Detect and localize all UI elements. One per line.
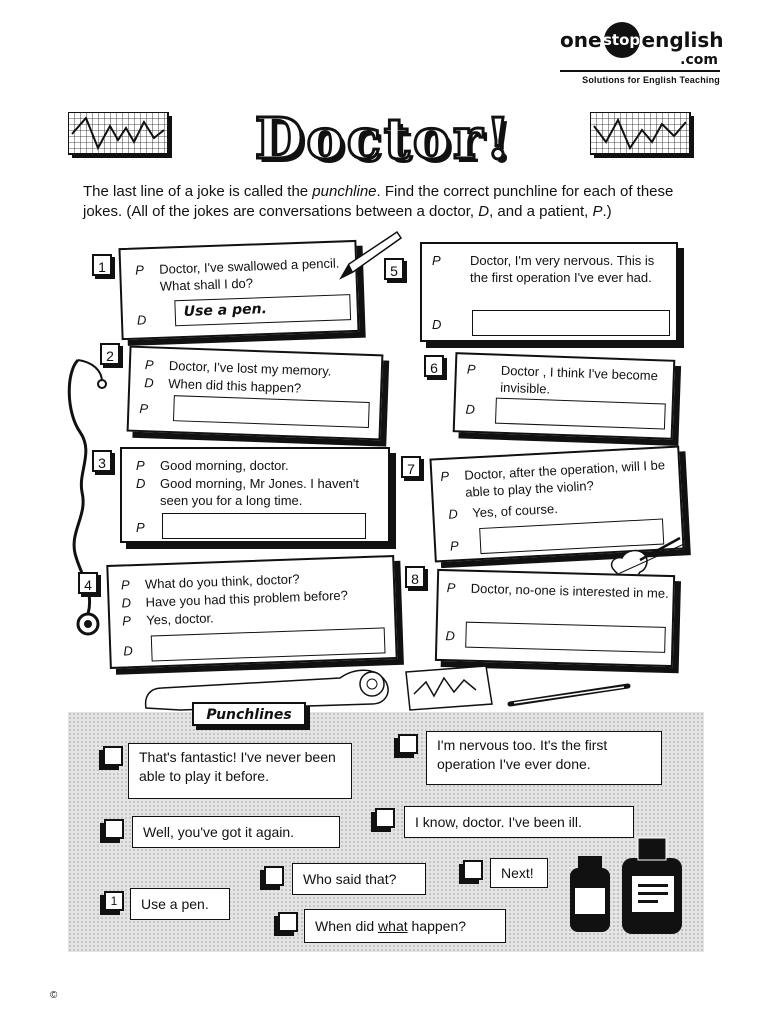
joke-8-line-1	[447, 579, 673, 602]
checkbox-when[interactable]	[278, 912, 298, 932]
instructions-text-2: . Find the correct punchline for each of these jokes. (All of the jokes are conversations between a doctor,	[83, 183, 674, 220]
joke-1-number: 1	[92, 254, 112, 276]
logo-english: english	[641, 28, 724, 52]
speaker-label: D	[144, 375, 154, 391]
checkbox-who[interactable]	[264, 866, 284, 886]
joke-line-text: Good morning, doctor.	[160, 458, 289, 473]
joke-1-card	[118, 240, 359, 340]
speaker-label: P	[466, 361, 476, 377]
instructions-term-punchline: punchline	[312, 183, 377, 200]
joke-line-text: When did this happen?	[168, 375, 302, 396]
speaker-label: P	[449, 538, 460, 554]
instructions-term-doctor: D	[478, 203, 490, 220]
punchline-who: Who said that?	[292, 863, 426, 895]
joke-line-text: Good morning, Mr Jones. I haven't seen you for a long time.	[160, 476, 360, 508]
joke-line-text: Doctor, I've lost my memory.	[168, 357, 332, 379]
joke-1-line-1	[135, 254, 346, 295]
speaker-label: P	[121, 613, 132, 629]
checkbox-nervous[interactable]	[398, 734, 418, 754]
speaker-label: P	[139, 400, 149, 417]
joke-2-number: 2	[100, 343, 120, 365]
checkbox-next[interactable]	[463, 860, 483, 880]
checkbox-pen[interactable]: 1	[104, 891, 124, 911]
joke-6-number: 6	[424, 355, 444, 377]
speaker-label: P	[446, 580, 456, 596]
instructions-text-4: .)	[602, 203, 612, 220]
joke-8-number: 8	[405, 566, 425, 588]
punchline-when	[304, 909, 506, 943]
speaker-label: P	[120, 577, 130, 593]
speaker-label: D	[445, 628, 456, 644]
thermometer-icon	[504, 680, 634, 710]
punchline-pen: Use a pen.	[130, 888, 230, 920]
joke-2-answer-row	[139, 400, 164, 418]
speaker-label: D	[432, 317, 442, 332]
speaker-label: P	[144, 357, 154, 373]
punchline-fantastic: That's fantastic! I've never been able to play it before.	[128, 743, 352, 799]
punchline-nervous: I'm nervous too. It's the first operation I've ever done.	[426, 731, 662, 785]
joke-1-answer-row	[137, 311, 162, 329]
joke-line-text: Have you had this problem before?	[145, 587, 349, 610]
speaker-label: P	[136, 520, 145, 535]
stethoscope-icon	[58, 352, 112, 642]
speaker-label: D	[136, 312, 147, 328]
joke-8-card	[435, 569, 675, 667]
copyright-mark: ©	[50, 990, 58, 1001]
speaker-label: P	[432, 253, 441, 268]
logo-com: .com	[680, 52, 718, 68]
checkbox-ill[interactable]	[375, 808, 395, 828]
speaker-label: D	[121, 595, 132, 611]
speaker-label: P	[440, 468, 450, 485]
logo-tagline: Solutions for English Teaching	[582, 75, 720, 85]
joke-6-answer-row	[465, 401, 490, 419]
joke-line-text: Doctor, I've swallowed a pencil. What shall I do?	[158, 255, 340, 294]
punchline-when-part-1: When did	[315, 918, 379, 934]
page-title: Doctor!	[254, 106, 514, 172]
checkbox-fantastic[interactable]	[103, 746, 123, 766]
joke-line-text: Doctor, after the operation, will I be able to play the violin?	[463, 457, 666, 500]
joke-line-text: Doctor , I think I've become invisible.	[500, 362, 659, 397]
joke-5-answer-field[interactable]	[472, 310, 670, 336]
joke-line-text: Doctor, no-one is interested in me.	[470, 580, 669, 601]
medicine-bottles-icon	[560, 834, 690, 938]
instructions-text-3: , and a patient,	[489, 203, 593, 220]
speaker-label: D	[136, 476, 146, 491]
instructions-term-patient: P	[592, 203, 603, 220]
punchline-got-it: Well, you've got it again.	[132, 816, 340, 848]
punchlines-heading: Punchlines	[192, 702, 306, 726]
joke-5-number: 5	[384, 258, 404, 280]
joke-4-number: 4	[78, 572, 98, 594]
punchline-when-emphasis: what	[378, 918, 408, 934]
joke-6-line-1	[466, 361, 667, 402]
speaker-label: D	[447, 506, 459, 522]
logo-one: one	[560, 28, 602, 52]
joke-3-answer-row	[136, 519, 160, 536]
joke-line-text: What do you think, doctor?	[144, 571, 300, 592]
speaker-label: P	[134, 262, 145, 278]
logo-divider	[560, 70, 720, 72]
punchline-when-part-2: happen?	[407, 918, 467, 934]
speaker-label: D	[123, 643, 133, 659]
joke-6-card	[453, 352, 676, 440]
joke-2-answer-field[interactable]	[173, 395, 370, 428]
punchline-ill: I know, doctor. I've been ill.	[404, 806, 634, 838]
joke-3-line-2	[136, 475, 386, 509]
instructions-text-1: The last line of a joke is called the	[83, 183, 313, 200]
joke-3-card	[120, 447, 390, 543]
joke-line-text: Yes, doctor.	[145, 610, 214, 628]
joke-4-card	[106, 555, 397, 669]
joke-3-line-1	[136, 457, 386, 474]
joke-6-answer-field[interactable]	[495, 398, 666, 430]
checkbox-got-it[interactable]	[104, 819, 124, 839]
joke-7-number: 7	[401, 456, 421, 478]
joke-5-answer-row	[432, 316, 456, 333]
joke-2-card	[127, 346, 384, 441]
joke-line-text: Yes, of course.	[471, 500, 559, 521]
joke-5-line-1	[432, 252, 658, 286]
logo-stop-circle: stop	[604, 22, 640, 58]
joke-3-number: 3	[92, 450, 112, 472]
medical-chart-icon	[400, 664, 496, 714]
punchline-next: Next!	[490, 858, 548, 888]
instructions	[83, 182, 703, 222]
joke-5-card	[420, 242, 678, 342]
joke-1-answer-field[interactable]: Use a pen.	[174, 294, 351, 326]
joke-8-answer-field[interactable]	[465, 622, 666, 653]
joke-3-answer-field[interactable]	[162, 513, 366, 539]
speaker-label: P	[136, 458, 145, 473]
joke-line-text: Doctor, I'm very nervous. This is the first operation I've ever had.	[470, 253, 655, 285]
onestopenglish-logo	[560, 22, 724, 85]
speaker-label: D	[465, 401, 476, 417]
joke-7-answer-row	[450, 536, 475, 554]
